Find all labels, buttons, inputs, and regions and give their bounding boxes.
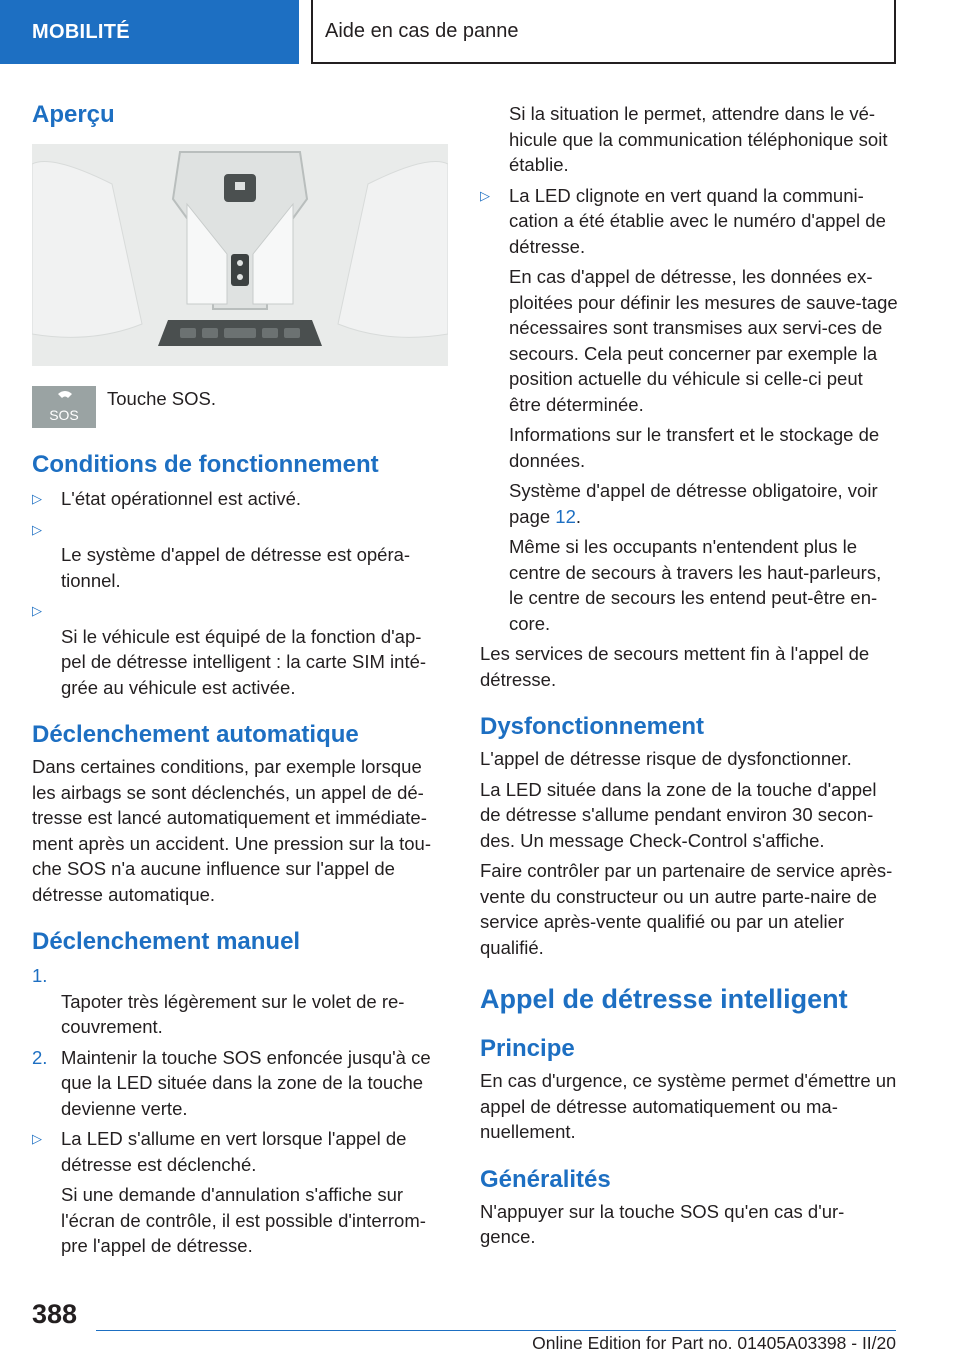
principle-text: En cas d'urgence, ce système permet d'émettre un appel de détresse automatiquement ou ma-nuellement. (480, 1070, 897, 1142)
page-link[interactable]: 12 (555, 505, 576, 527)
section-tab (0, 0, 299, 64)
manual-trigger-heading: Déclenchement manuel (32, 928, 301, 955)
left-column (32, 92, 448, 1259)
condition-item: ▷ Le système d'appel de détresse est opéra- tionnel. (32, 521, 411, 591)
info-text: Informations sur le transfert et le stockage de données. (509, 424, 880, 471)
step-item: 2. Maintenir la touche SOS enfoncée jusqu'à ce que la LED située dans la zone de la touche devienne verte. (32, 1046, 431, 1119)
sos-caption: Touche SOS. (107, 388, 217, 409)
overhead-console-illustration (32, 144, 448, 366)
overhead-console-photo (32, 144, 448, 366)
general-text: N'appuyer sur la touche SOS qu'en cas d'ur-gence. (480, 1200, 845, 1247)
principle-heading: Principe (480, 1035, 575, 1062)
section-title: MOBILITÉ (32, 20, 130, 43)
sos-button-icon (32, 386, 96, 428)
page-number: 388 (32, 1299, 78, 1329)
malfunction-heading: Dysfonctionnement (480, 713, 705, 740)
led-bullet: ▷ La LED s'allume en vert lorsque l'appel de détresse est déclenché. (32, 1128, 407, 1175)
malfunction-text-1: L'appel de détresse risque de dysfonctionner. (480, 748, 852, 769)
led-blink-bullet: ▷ La LED clignote en vert quand la communi-cation a été établie avec le numéro d'appel de détresse. (480, 184, 886, 257)
edition-note: Online Edition for Part no. 01405A03398 - II/20 (532, 1333, 896, 1353)
cancel-text: Si une demande d'annulation s'affiche sur l'écran de contrôle, il est possible d'interrom-pre l'appel de détresse. (61, 1184, 426, 1256)
occupants-text: Même si les occupants n'entendent plus le centre de secours à travers les haut-parleurs, le centre de secours les entend peut-être en-core. (509, 536, 882, 634)
chapter-tab (311, 0, 896, 64)
general-heading: Généralités (480, 1165, 611, 1193)
wait-text: Si la situation le permet, attendre dans le vé-hicule que la communication téléphonique soit établie. (509, 103, 888, 175)
end-text: Les services de secours mettent fin à l'appel de détresse. (480, 643, 870, 690)
malfunction-text-2: La LED située dans la zone de la touche d'appel de détresse s'allume pendant environ 30 secon-des. Un message Check-Control s'affiche. (480, 778, 877, 851)
step-item: 1. Tapoter très légèrement sur le volet de re- couvrement. (32, 965, 405, 1037)
chapter-title: Aide en cas de panne (325, 19, 519, 42)
auto-trigger-text: Dans certaines conditions, par exemple lorsque les airbags se sont déclenchés, un appel de dé-tresse est lancé automatiquement et immédiate-ment après un accident. Une pression sur la tou-che SOS n'a aucune influence sur l'appel de détresse automatique. (32, 756, 431, 905)
malfunction-text-3: Faire contrôler par un partenaire de service après-vente du constructeur ou un autre parte-naire de service après-vente qualifié ou par un atelier qualifié. (480, 860, 893, 958)
data-transfer-text: En cas d'appel de détresse, les données ex-ploitées pour définir les mesures de sauve-tage nécessaires sont transmises aux servi-ces de secours. Cela peut concerner par exemple la position actuelle du véhicule si celle-ci peut être déterminée. (509, 266, 898, 415)
condition-item: ▷ Si le véhicule est équipé de la fonction d'ap- pel de détresse intelligent : la carte SIM inté- grée au véhicule est activée. (32, 603, 427, 698)
auto-trigger-heading: Déclenchement automatique (32, 721, 359, 748)
sos-caption-row (32, 386, 448, 428)
intelligent-call-heading: Appel de détresse intelligent (480, 984, 848, 1014)
apercu-heading: Aperçu (32, 101, 115, 128)
reference-text: Système d'appel de détresse obligatoire, voir page 12. (509, 480, 878, 527)
sos-icon-label: SOS (49, 407, 79, 423)
condition-item: ▷ L'état opérationnel est activé. (32, 488, 302, 509)
conditions-heading: Conditions de fonctionnement (32, 451, 379, 478)
right-column (480, 101, 898, 1250)
